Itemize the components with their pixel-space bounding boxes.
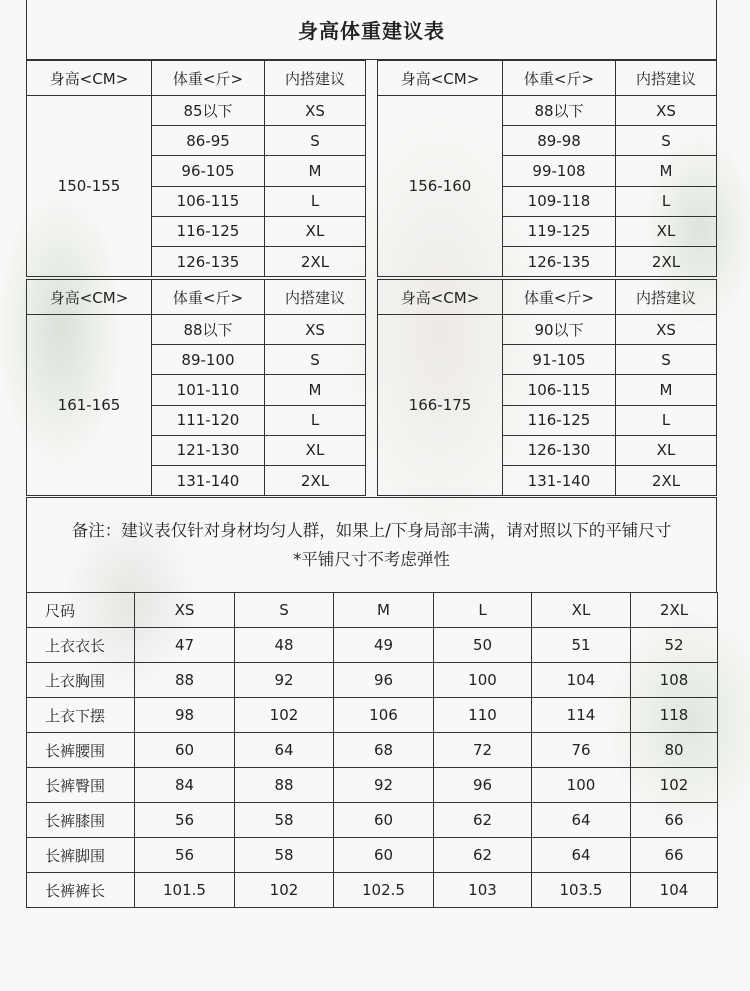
- table-row: [27, 838, 718, 873]
- height-header: 身高<CM>: [378, 280, 503, 315]
- weight-cell: 90以下: [503, 315, 616, 345]
- measurement-value: 104: [631, 873, 718, 908]
- size-column-header: XL: [532, 593, 631, 628]
- measurement-value: 58: [235, 803, 334, 838]
- weight-cell: 86-95: [152, 126, 265, 156]
- measurement-value: 56: [135, 803, 235, 838]
- weight-cell: 109-118: [503, 186, 616, 216]
- size-cell: M: [265, 156, 366, 186]
- measurement-value: 62: [434, 838, 532, 873]
- measurement-value: 98: [135, 698, 235, 733]
- measurement-value: 100: [532, 768, 631, 803]
- size-cell: XS: [265, 96, 366, 126]
- size-cell: S: [265, 345, 366, 375]
- measurement-value: 102: [235, 698, 334, 733]
- weight-header: 体重<斤>: [152, 61, 265, 96]
- table-row: [27, 663, 718, 698]
- size-header: 内搭建议: [616, 61, 717, 96]
- table-row: [27, 768, 718, 803]
- size-cell: S: [616, 126, 717, 156]
- size-cell: M: [616, 375, 717, 405]
- size-column-header: XS: [135, 593, 235, 628]
- size-column-header: L: [434, 593, 532, 628]
- size-group-table: [377, 60, 717, 277]
- size-cell: S: [265, 126, 366, 156]
- size-group-table: [26, 60, 366, 277]
- measurement-value: 101.5: [135, 873, 235, 908]
- table-row: [27, 803, 718, 838]
- measurement-value: 58: [235, 838, 334, 873]
- table-row: [27, 315, 366, 345]
- measurement-label: 长裤裤长: [27, 873, 135, 908]
- weight-header: 体重<斤>: [503, 61, 616, 96]
- measurement-value: 114: [532, 698, 631, 733]
- measurement-value: 106: [334, 698, 434, 733]
- measurement-value: 52: [631, 628, 718, 663]
- measurement-value: 104: [532, 663, 631, 698]
- measurement-label: 长裤腰围: [27, 733, 135, 768]
- weight-cell: 126-130: [503, 435, 616, 465]
- measurement-label: 长裤膝围: [27, 803, 135, 838]
- measurement-value: 108: [631, 663, 718, 698]
- weight-cell: 85以下: [152, 96, 265, 126]
- size-cell: M: [265, 375, 366, 405]
- size-cell: XS: [616, 96, 717, 126]
- measurement-label: 长裤脚围: [27, 838, 135, 873]
- table-row: [378, 96, 717, 126]
- size-column-header: S: [235, 593, 334, 628]
- measurement-value: 48: [235, 628, 334, 663]
- measurement-value: 103.5: [532, 873, 631, 908]
- size-cell: XL: [616, 435, 717, 465]
- size-cell: S: [616, 345, 717, 375]
- measurement-value: 88: [235, 768, 334, 803]
- measurement-value: 72: [434, 733, 532, 768]
- measurement-value: 110: [434, 698, 532, 733]
- measurement-value: 84: [135, 768, 235, 803]
- measurement-value: 60: [334, 803, 434, 838]
- height-header: 身高<CM>: [27, 61, 152, 96]
- flat-size-table: [26, 592, 718, 908]
- height-header: 身高<CM>: [378, 61, 503, 96]
- measurement-value: 47: [135, 628, 235, 663]
- measurement-value: 103: [434, 873, 532, 908]
- measurement-value: 92: [235, 663, 334, 698]
- page-title: 身高体重建议表: [26, 0, 717, 60]
- weight-cell: 126-135: [152, 246, 265, 276]
- measurement-label: 上衣胸围: [27, 663, 135, 698]
- measurement-value: 60: [334, 838, 434, 873]
- table-row: [27, 873, 718, 908]
- size-cell: L: [265, 405, 366, 435]
- height-range-cell: 150-155: [27, 96, 152, 277]
- weight-cell: 101-110: [152, 375, 265, 405]
- measurement-value: 96: [334, 663, 434, 698]
- weight-cell: 119-125: [503, 216, 616, 246]
- weight-cell: 121-130: [152, 435, 265, 465]
- weight-cell: 91-105: [503, 345, 616, 375]
- note-box: [26, 497, 717, 592]
- weight-header: 体重<斤>: [152, 280, 265, 315]
- measurement-value: 60: [135, 733, 235, 768]
- size-cell: XL: [265, 435, 366, 465]
- weight-cell: 111-120: [152, 405, 265, 435]
- size-header: 内搭建议: [616, 280, 717, 315]
- weight-cell: 89-98: [503, 126, 616, 156]
- measurement-value: 102.5: [334, 873, 434, 908]
- note-line-1: 备注：建议表仅针对身材均匀人群，如果上/下身局部丰满，请对照以下的平铺尺寸: [71, 521, 672, 540]
- measurement-value: 102: [235, 873, 334, 908]
- measurement-value: 56: [135, 838, 235, 873]
- measurement-value: 66: [631, 838, 718, 873]
- measurement-value: 88: [135, 663, 235, 698]
- weight-cell: 99-108: [503, 156, 616, 186]
- measurement-value: 100: [434, 663, 532, 698]
- table-row: [27, 96, 366, 126]
- measurement-value: 76: [532, 733, 631, 768]
- size-group-table: [26, 279, 366, 496]
- measurement-value: 80: [631, 733, 718, 768]
- note-line-2: *平铺尺寸不考虑弹性: [293, 550, 450, 569]
- size-cell: XL: [616, 216, 717, 246]
- measurement-label: 上衣衣长: [27, 628, 135, 663]
- weight-cell: 88以下: [503, 96, 616, 126]
- weight-header: 体重<斤>: [503, 280, 616, 315]
- size-header: 内搭建议: [265, 61, 366, 96]
- weight-cell: 106-115: [152, 186, 265, 216]
- size-cell: 2XL: [265, 465, 366, 495]
- size-cell: XL: [265, 216, 366, 246]
- size-column-header: 2XL: [631, 593, 718, 628]
- size-cell: L: [265, 186, 366, 216]
- measurement-value: 64: [532, 838, 631, 873]
- weight-cell: 116-125: [503, 405, 616, 435]
- measurement-value: 68: [334, 733, 434, 768]
- measurement-value: 62: [434, 803, 532, 838]
- weight-cell: 106-115: [503, 375, 616, 405]
- size-cell: XS: [616, 315, 717, 345]
- size-cell: L: [616, 405, 717, 435]
- table-row: [27, 628, 718, 663]
- table-row: [378, 315, 717, 345]
- size-column-header: M: [334, 593, 434, 628]
- weight-cell: 96-105: [152, 156, 265, 186]
- size-cell: 2XL: [265, 246, 366, 276]
- measurement-label: 上衣下摆: [27, 698, 135, 733]
- measurement-value: 64: [235, 733, 334, 768]
- size-cell: 2XL: [616, 465, 717, 495]
- measurement-label: 长裤臀围: [27, 768, 135, 803]
- weight-cell: 116-125: [152, 216, 265, 246]
- height-range-cell: 161-165: [27, 315, 152, 496]
- weight-cell: 89-100: [152, 345, 265, 375]
- size-cell: 2XL: [616, 246, 717, 276]
- measurement-value: 96: [434, 768, 532, 803]
- size-header: 内搭建议: [265, 280, 366, 315]
- measurement-value: 102: [631, 768, 718, 803]
- weight-cell: 88以下: [152, 315, 265, 345]
- height-header: 身高<CM>: [27, 280, 152, 315]
- table-row: [27, 733, 718, 768]
- measurement-value: 118: [631, 698, 718, 733]
- measurement-value: 64: [532, 803, 631, 838]
- measurement-value: 92: [334, 768, 434, 803]
- size-code-header: 尺码: [27, 593, 135, 628]
- measurement-value: 49: [334, 628, 434, 663]
- size-cell: M: [616, 156, 717, 186]
- table-row: [27, 698, 718, 733]
- size-cell: XS: [265, 315, 366, 345]
- weight-cell: 131-140: [503, 465, 616, 495]
- size-group-table: [377, 279, 717, 496]
- height-range-cell: 156-160: [378, 96, 503, 277]
- size-cell: L: [616, 186, 717, 216]
- weight-cell: 131-140: [152, 465, 265, 495]
- measurement-value: 51: [532, 628, 631, 663]
- flat-table-header-row: [27, 593, 718, 628]
- weight-cell: 126-135: [503, 246, 616, 276]
- measurement-value: 66: [631, 803, 718, 838]
- height-range-cell: 166-175: [378, 315, 503, 496]
- measurement-value: 50: [434, 628, 532, 663]
